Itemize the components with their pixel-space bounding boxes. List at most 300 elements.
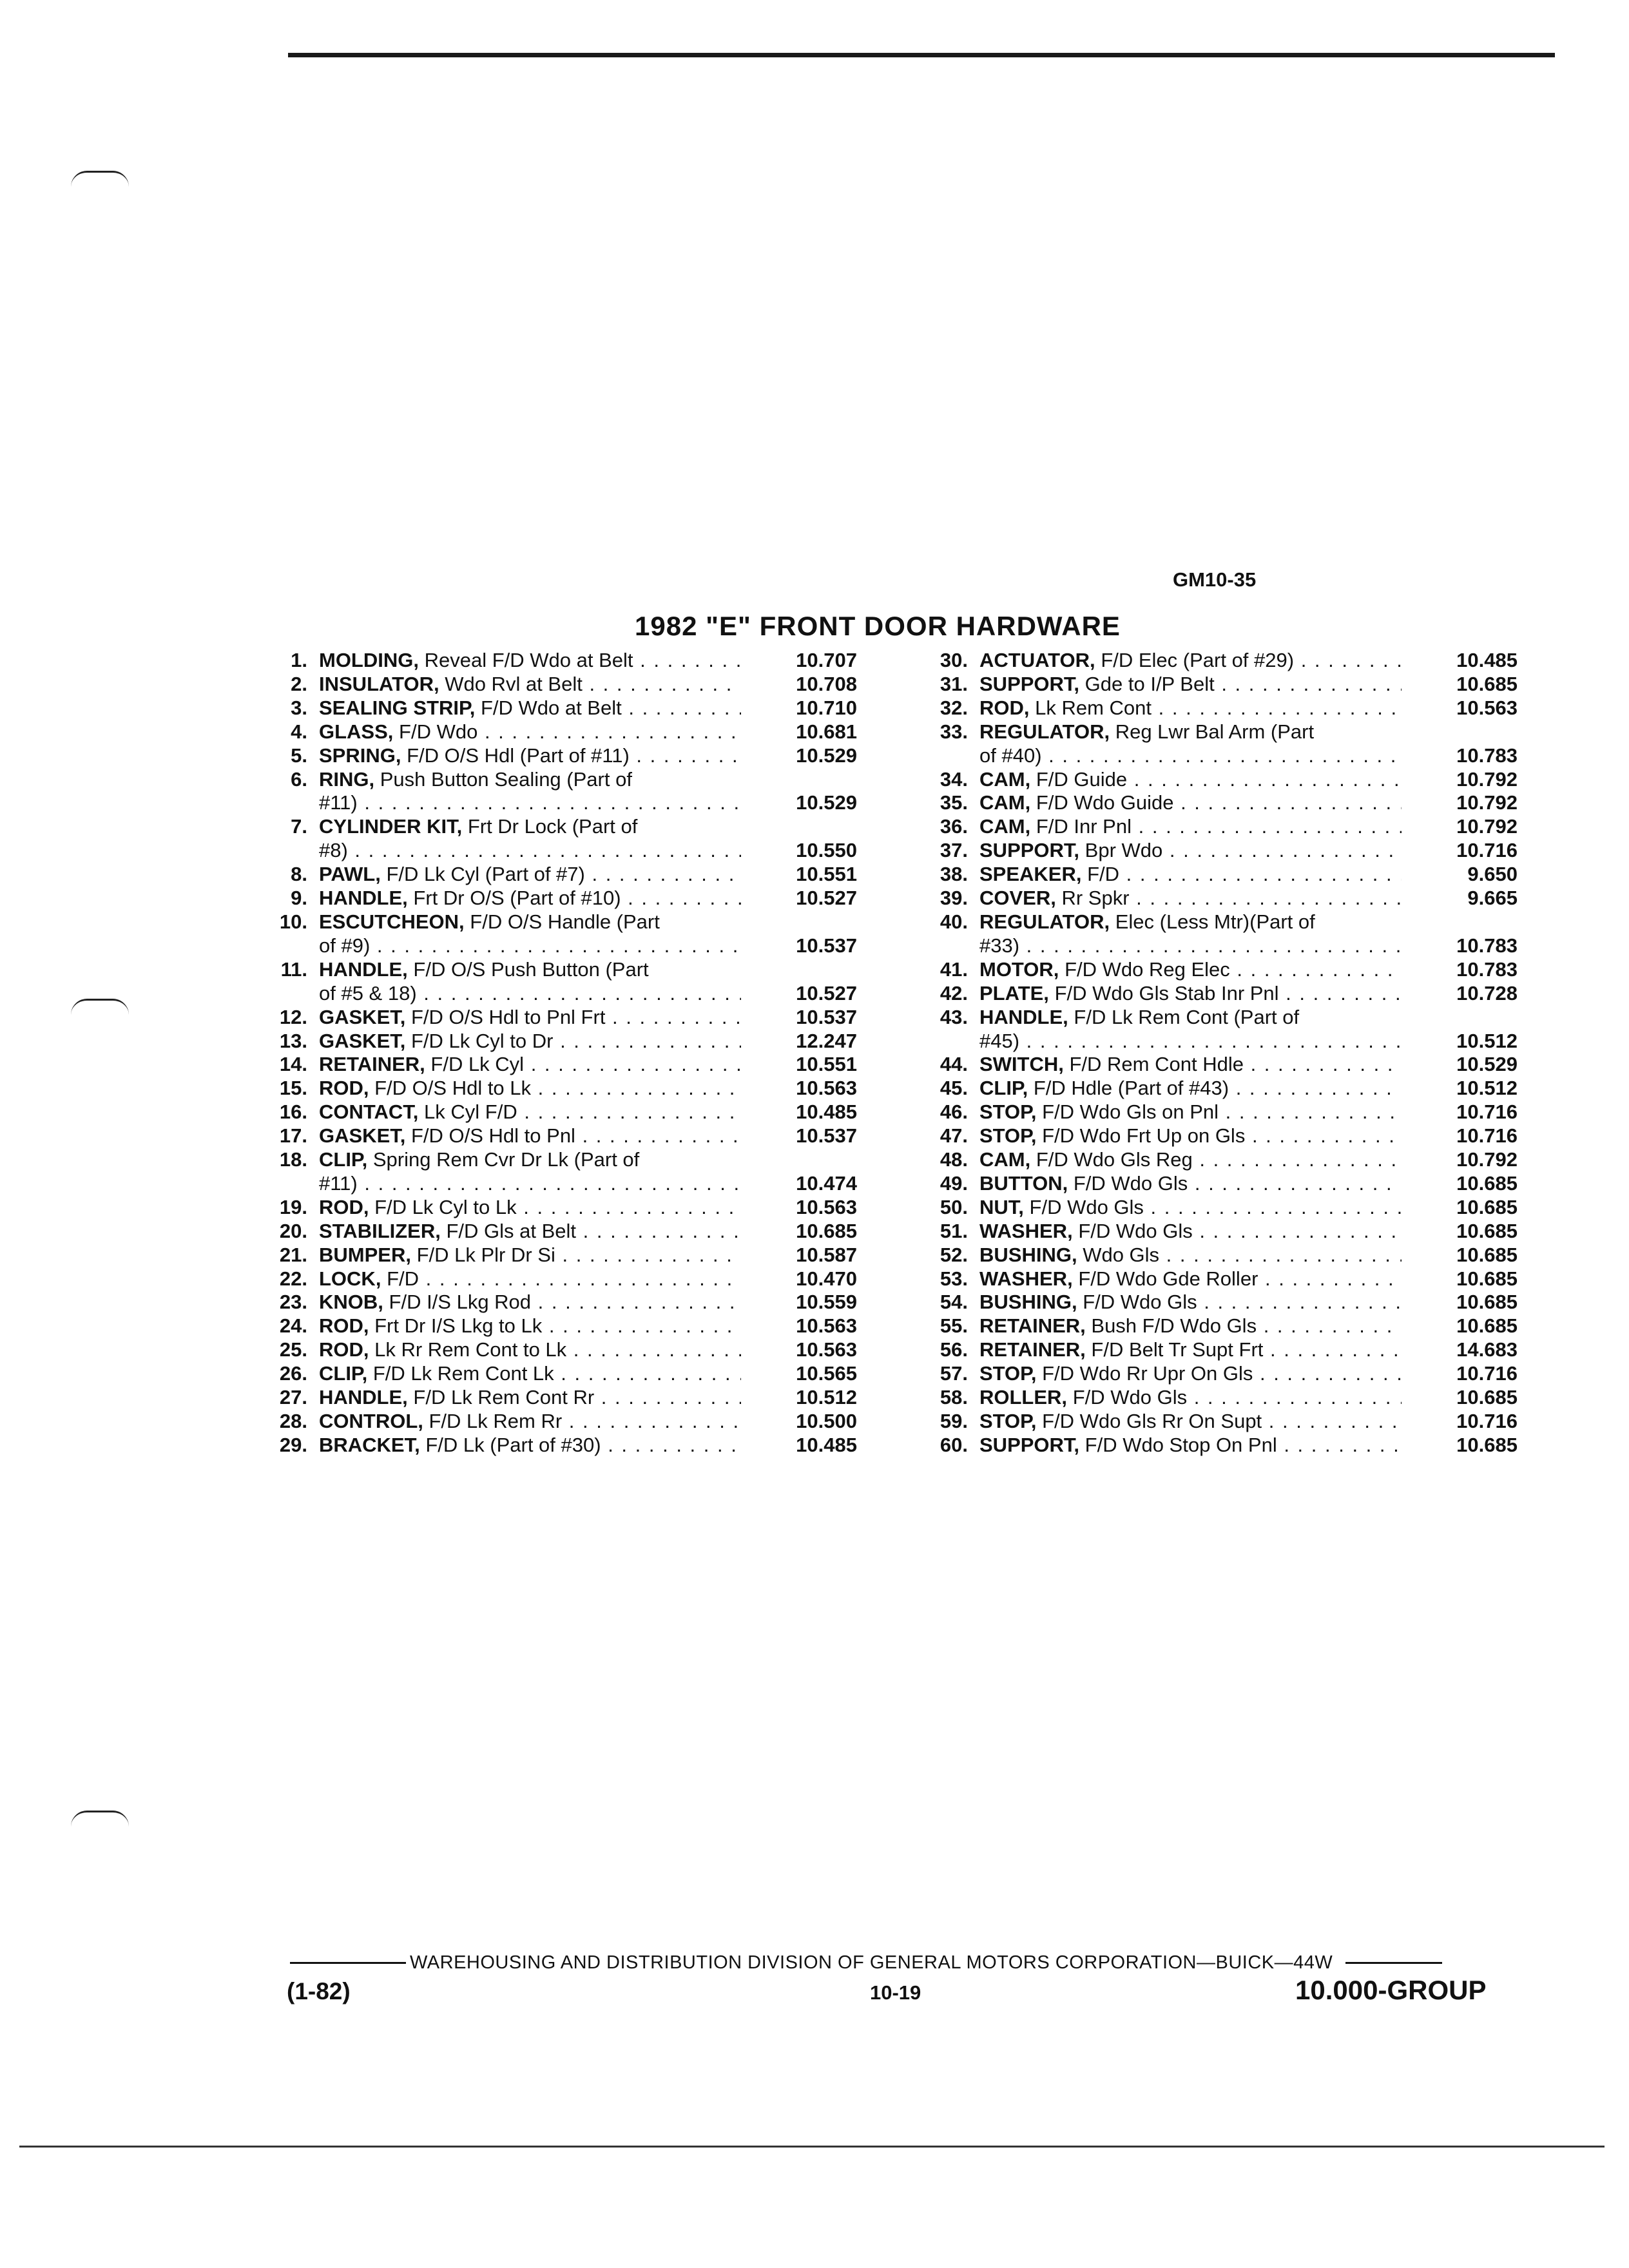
part-entry [271, 1410, 889, 1434]
part-detail: F/D Lk (Part of #30) [425, 1433, 601, 1456]
part-name: CONTROL, [319, 1410, 423, 1432]
part-entry [931, 791, 1550, 815]
part-number: 59. [940, 1410, 968, 1432]
part-name: SPEAKER, [979, 863, 1082, 886]
part-number: 41. [940, 957, 968, 981]
part-description [319, 1100, 741, 1124]
part-entry [271, 1220, 889, 1244]
part-number: 20. [279, 1219, 307, 1242]
part-name: GASKET, [319, 1124, 406, 1148]
part-detail: Spring Rem Cvr Dr Lk (Part of [372, 1148, 640, 1171]
description-line [979, 982, 1402, 1006]
part-entry [931, 1434, 1550, 1457]
part-detail: F/D Lk Cyl (Part of #7) [386, 863, 585, 886]
part-name: CAM, [979, 791, 1031, 814]
part-number: 13. [279, 1029, 307, 1052]
part-entry [271, 744, 889, 768]
part-detail: Wdo Gls [1083, 1243, 1160, 1266]
part-number: 3. [291, 696, 307, 719]
catalog-number: 10.707 [796, 649, 857, 671]
part-detail: Frt Dr Lock (Part of [467, 815, 638, 838]
part-description [319, 673, 741, 697]
part-name: STOP, [979, 1124, 1037, 1148]
part-entry [271, 1314, 889, 1338]
part-description [319, 1386, 741, 1410]
catalog-number: 10.792 [1456, 815, 1518, 838]
catalog-number: 10.512 [1456, 1077, 1518, 1100]
part-number: 33. [940, 720, 968, 743]
part-detail: F/D Lk Cyl to Dr [410, 1029, 554, 1052]
part-detail: F/D Wdo Gls on Pnl [1042, 1100, 1219, 1124]
part-number: 24. [279, 1314, 307, 1338]
part-detail: F/D Wdo Rr Upr On Gls [1042, 1362, 1253, 1385]
part-name: INSULATOR, [319, 672, 439, 695]
part-entry [931, 1053, 1550, 1077]
part-detail: Reveal F/D Wdo at Belt [424, 649, 633, 671]
part-name: SWITCH, [979, 1053, 1064, 1076]
part-name: ACTUATOR, [979, 649, 1095, 671]
part-name: PAWL, [319, 863, 381, 886]
part-name: LOCK, [319, 1267, 381, 1290]
part-entry [931, 815, 1550, 839]
part-detail: F/D Wdo [399, 720, 478, 743]
part-entry [271, 1386, 889, 1410]
part-name: RETAINER, [319, 1053, 425, 1076]
part-number: 54. [940, 1291, 968, 1314]
part-number: 46. [940, 1100, 968, 1124]
part-entry [931, 887, 1550, 910]
description-line [979, 815, 1402, 839]
description-line [979, 1362, 1402, 1386]
part-description [979, 697, 1402, 720]
part-number: 35. [940, 791, 968, 814]
catalog-number: 12.247 [796, 1029, 857, 1052]
part-number: 36. [940, 815, 968, 838]
part-number: 53. [940, 1267, 968, 1290]
part-description [979, 768, 1402, 792]
catalog-number: 10.685 [1456, 1314, 1518, 1338]
part-number: 8. [291, 863, 307, 886]
footer-dash [1345, 1962, 1442, 1964]
part-detail: F/D Wdo Gls [1078, 1219, 1193, 1242]
part-name: RING, [319, 767, 375, 791]
part-description [979, 958, 1402, 982]
description-line [979, 673, 1402, 697]
part-entry [271, 887, 889, 910]
catalog-number: 10.685 [1456, 1291, 1518, 1314]
part-description [979, 1220, 1402, 1244]
part-entry [271, 1124, 889, 1148]
part-number: 10. [279, 910, 307, 933]
description-line [979, 1267, 1402, 1291]
part-detail: F/D Lk Rem Cont (Part of [1074, 1005, 1300, 1028]
part-detail: F/D Lk Rem Rr [429, 1410, 563, 1432]
part-name: REGULATOR, [979, 720, 1110, 743]
part-detail: F/D [1087, 863, 1120, 886]
part-detail: F/D Gls at Belt [446, 1219, 577, 1242]
part-detail: #11) [319, 1171, 358, 1195]
part-description [979, 720, 1402, 768]
part-number: 51. [940, 1219, 968, 1242]
description-line [319, 934, 741, 958]
part-name: CONTACT, [319, 1100, 419, 1124]
description-line [319, 815, 741, 839]
description-line [319, 1434, 741, 1457]
part-name: SUPPORT, [979, 672, 1080, 695]
description-line [319, 1220, 741, 1244]
part-detail: F/D [387, 1267, 419, 1290]
part-entry [271, 720, 889, 744]
part-description [979, 1314, 1402, 1338]
part-entry [271, 1077, 889, 1100]
bottom-rule [19, 2146, 1605, 2148]
part-name: KNOB, [319, 1291, 383, 1314]
part-detail: F/D Wdo Gde Roller [1078, 1267, 1258, 1290]
part-number: 26. [279, 1362, 307, 1385]
part-description [319, 887, 741, 910]
catalog-number: 10.685 [1456, 1171, 1518, 1195]
part-number: 27. [279, 1386, 307, 1409]
part-detail: F/D Inr Pnl [1036, 815, 1132, 838]
part-description [979, 1267, 1402, 1291]
catalog-number: 10.527 [796, 981, 857, 1004]
catalog-number: 9.650 [1467, 863, 1518, 886]
part-name: CAM, [979, 767, 1031, 791]
part-description [979, 1148, 1402, 1172]
part-description [979, 910, 1402, 958]
catalog-number: 10.587 [796, 1243, 857, 1266]
part-detail: of #40) [979, 744, 1042, 767]
part-entry [271, 673, 889, 697]
part-name: BRACKET, [319, 1433, 420, 1456]
description-line [979, 1196, 1402, 1220]
catalog-number: 10.792 [1456, 791, 1518, 814]
description-line [319, 839, 741, 863]
description-line [979, 1338, 1402, 1362]
catalog-number: 10.783 [1456, 744, 1518, 767]
catalog-number: 10.685 [1456, 672, 1518, 695]
part-entry [931, 1220, 1550, 1244]
catalog-number: 10.470 [796, 1267, 857, 1290]
description-line [319, 982, 741, 1006]
description-line [979, 720, 1402, 744]
part-number: 7. [291, 815, 307, 838]
part-number: 23. [279, 1291, 307, 1314]
catalog-number: 10.685 [1456, 1386, 1518, 1409]
part-number: 12. [279, 1005, 307, 1028]
part-description [319, 1030, 741, 1053]
part-detail: F/D Wdo Guide [1036, 791, 1174, 814]
part-entry [931, 1196, 1550, 1220]
part-number: 14. [279, 1053, 307, 1076]
part-number: 6. [291, 767, 307, 791]
part-entry [931, 720, 1550, 768]
part-description [319, 1362, 741, 1386]
part-description [319, 1006, 741, 1030]
part-detail: F/D O/S Hdl (Part of #11) [407, 744, 630, 767]
publisher-line [290, 1952, 1501, 1974]
part-description [319, 1314, 741, 1338]
part-description [319, 958, 741, 1006]
part-name: ROD, [979, 696, 1030, 719]
part-entry [931, 1410, 1550, 1434]
catalog-number: 10.685 [1456, 1433, 1518, 1456]
page-number: 10-19 [870, 1981, 921, 2004]
part-detail: F/D Wdo Frt Up on Gls [1042, 1124, 1246, 1148]
part-name: ESCUTCHEON, [319, 910, 465, 933]
catalog-number: 10.485 [796, 1433, 857, 1456]
part-number: 60. [940, 1433, 968, 1456]
part-description [979, 649, 1402, 673]
part-name: ROD, [319, 1195, 369, 1218]
part-detail: #8) [319, 839, 348, 862]
part-name: SUPPORT, [979, 1433, 1080, 1456]
part-number: 32. [940, 696, 968, 719]
part-number: 49. [940, 1171, 968, 1195]
catalog-number: 10.565 [796, 1362, 857, 1385]
part-detail: Wdo Rvl at Belt [445, 672, 583, 695]
part-detail: F/D Lk Cyl to Lk [374, 1195, 517, 1218]
part-name: RETAINER, [979, 1314, 1086, 1338]
part-name: BUSHING, [979, 1291, 1077, 1314]
part-entry [931, 1148, 1550, 1172]
description-line [979, 1124, 1402, 1148]
part-entry [271, 910, 889, 958]
part-detail: F/D O/S Hdl to Pnl Frt [410, 1005, 606, 1028]
description-line [979, 1030, 1402, 1053]
catalog-number: 10.685 [1456, 1243, 1518, 1266]
catalog-number: 10.685 [1456, 1195, 1518, 1218]
part-description [979, 839, 1402, 863]
part-number: 2. [291, 672, 307, 695]
catalog-number: 10.529 [1456, 1053, 1518, 1076]
part-description [319, 910, 741, 958]
part-detail: F/D Wdo Gls [1073, 1171, 1188, 1195]
part-number: 45. [940, 1077, 968, 1100]
part-description [979, 1386, 1402, 1410]
part-detail: #45) [979, 1029, 1020, 1052]
description-line [979, 958, 1402, 982]
part-entry [931, 1386, 1550, 1410]
part-description [319, 815, 741, 863]
catalog-number: 10.537 [796, 1005, 857, 1028]
part-description [319, 1244, 741, 1267]
part-name: STOP, [979, 1410, 1037, 1432]
part-detail: of #5 & 18) [319, 981, 417, 1004]
part-name: PLATE, [979, 981, 1049, 1004]
footer-dash [290, 1962, 406, 1964]
part-detail: F/D Wdo at Belt [480, 696, 622, 719]
description-line [979, 1077, 1402, 1100]
catalog-number: 10.716 [1456, 1124, 1518, 1148]
catalog-number: 10.512 [796, 1386, 857, 1409]
catalog-number: 10.537 [796, 1124, 857, 1148]
catalog-number: 10.681 [796, 720, 857, 743]
part-number: 52. [940, 1243, 968, 1266]
binder-hole-mark [71, 999, 129, 1015]
part-detail: Reg Lwr Bal Arm (Part [1115, 720, 1315, 743]
catalog-number: 9.665 [1467, 887, 1518, 910]
catalog-number: 10.474 [796, 1171, 857, 1195]
part-number: 34. [940, 767, 968, 791]
part-entry [931, 673, 1550, 697]
catalog-number: 10.500 [796, 1410, 857, 1432]
part-entry [271, 1362, 889, 1386]
part-description [979, 1100, 1402, 1124]
parts-list-left [271, 649, 889, 1457]
description-line [979, 1314, 1402, 1338]
catalog-number: 10.563 [796, 1195, 857, 1218]
catalog-number: 10.551 [796, 863, 857, 886]
catalog-number: 10.685 [1456, 1219, 1518, 1242]
part-entry [931, 1338, 1550, 1362]
description-line [319, 1006, 741, 1030]
description-line [319, 1077, 741, 1100]
part-detail: F/D Wdo Gls Reg [1036, 1148, 1193, 1171]
part-name: BUSHING, [979, 1243, 1077, 1266]
part-detail: F/D Wdo Gls Stab Inr Pnl [1054, 981, 1279, 1004]
catalog-number: 14.683 [1456, 1338, 1518, 1361]
description-line [319, 768, 741, 792]
part-name: ROD, [319, 1077, 369, 1100]
description-line [979, 768, 1402, 792]
part-entry [271, 1100, 889, 1124]
part-detail: Lk Cyl F/D [424, 1100, 517, 1124]
binder-hole-mark [71, 171, 129, 187]
part-number: 29. [279, 1433, 307, 1456]
description-line [319, 1386, 741, 1410]
part-entry [931, 910, 1550, 958]
part-detail: F/D Lk Plr Dr Si [416, 1243, 555, 1266]
description-line [319, 1244, 741, 1267]
description-line [319, 887, 741, 910]
part-number: 16. [279, 1100, 307, 1124]
description-line [979, 1220, 1402, 1244]
catalog-number: 10.685 [796, 1219, 857, 1242]
part-detail: F/D Wdo Gls Rr On Supt [1042, 1410, 1262, 1432]
catalog-number: 10.529 [796, 744, 857, 767]
part-entry [271, 1053, 889, 1077]
part-entry [271, 1267, 889, 1291]
part-entry [931, 982, 1550, 1006]
part-description [979, 863, 1402, 887]
part-entry [271, 1338, 889, 1362]
catalog-number: 10.792 [1456, 1148, 1518, 1171]
catalog-number: 10.708 [796, 672, 857, 695]
catalog-number: 10.551 [796, 1053, 857, 1076]
part-detail: Bush F/D Wdo Gls [1091, 1314, 1257, 1338]
part-description [319, 1148, 741, 1196]
part-description [319, 1338, 741, 1362]
part-description [979, 815, 1402, 839]
description-line [979, 863, 1402, 887]
part-number: 40. [940, 910, 968, 933]
part-description [979, 1410, 1402, 1434]
part-name: BUTTON, [979, 1171, 1068, 1195]
part-entry [271, 1244, 889, 1267]
description-line [979, 744, 1402, 768]
part-name: MOLDING, [319, 649, 419, 671]
catalog-number: 10.537 [796, 934, 857, 957]
part-name: GLASS, [319, 720, 394, 743]
catalog-number: 10.485 [796, 1100, 857, 1124]
part-name: CAM, [979, 1148, 1031, 1171]
part-detail: F/D Elec (Part of #29) [1101, 649, 1295, 671]
catalog-number: 10.563 [796, 1077, 857, 1100]
catalog-number: 10.563 [796, 1314, 857, 1338]
catalog-number: 10.710 [796, 696, 857, 719]
part-entry [931, 1362, 1550, 1386]
part-detail: F/D Lk Rem Cont Lk [372, 1362, 554, 1385]
part-number: 9. [291, 887, 307, 910]
description-line [319, 958, 741, 982]
description-line [979, 1172, 1402, 1196]
part-entry [931, 1172, 1550, 1196]
part-name: CLIP, [319, 1148, 368, 1171]
part-name: SUPPORT, [979, 839, 1080, 862]
description-line [979, 1410, 1402, 1434]
part-name: ROD, [319, 1338, 369, 1361]
part-description [979, 1124, 1402, 1148]
part-number: 4. [291, 720, 307, 743]
part-entry [931, 1291, 1550, 1314]
part-description [319, 1053, 741, 1077]
part-entry [931, 1077, 1550, 1100]
part-description [319, 863, 741, 887]
part-description [319, 1077, 741, 1100]
part-name: STOP, [979, 1362, 1037, 1385]
part-description [319, 1434, 741, 1457]
part-entry [931, 1100, 1550, 1124]
part-number: 39. [940, 887, 968, 910]
part-number: 21. [279, 1243, 307, 1266]
part-number: 30. [940, 649, 968, 671]
part-name: HANDLE, [319, 957, 408, 981]
description-line [979, 910, 1402, 934]
catalog-number: 10.728 [1456, 981, 1518, 1004]
part-name: MOTOR, [979, 957, 1059, 981]
part-entry [931, 1124, 1550, 1148]
part-detail: #11) [319, 791, 358, 814]
part-name: WASHER, [979, 1219, 1073, 1242]
part-description [979, 1077, 1402, 1100]
part-description [319, 720, 741, 744]
catalog-number: 10.559 [796, 1291, 857, 1314]
part-number: 55. [940, 1314, 968, 1338]
part-description [319, 697, 741, 720]
part-number: 42. [940, 981, 968, 1004]
part-detail: F/D I/S Lkg Rod [389, 1291, 532, 1314]
description-line [979, 1053, 1402, 1077]
part-name: STABILIZER, [319, 1219, 441, 1242]
catalog-number: 10.716 [1456, 1100, 1518, 1124]
part-entry [931, 768, 1550, 792]
part-description [319, 1291, 741, 1314]
part-number: 25. [279, 1338, 307, 1361]
part-name: ROD, [319, 1314, 369, 1338]
catalog-number: 10.527 [796, 887, 857, 910]
part-detail: F/D Hdle (Part of #43) [1033, 1077, 1229, 1100]
part-number: 57. [940, 1362, 968, 1385]
description-line [319, 1172, 741, 1196]
part-detail: F/D O/S Hdl to Pnl [410, 1124, 575, 1148]
part-name: COVER, [979, 887, 1056, 910]
description-line [319, 863, 741, 887]
description-line [979, 887, 1402, 910]
part-number: 56. [940, 1338, 968, 1361]
part-description [979, 1338, 1402, 1362]
part-number: 31. [940, 672, 968, 695]
